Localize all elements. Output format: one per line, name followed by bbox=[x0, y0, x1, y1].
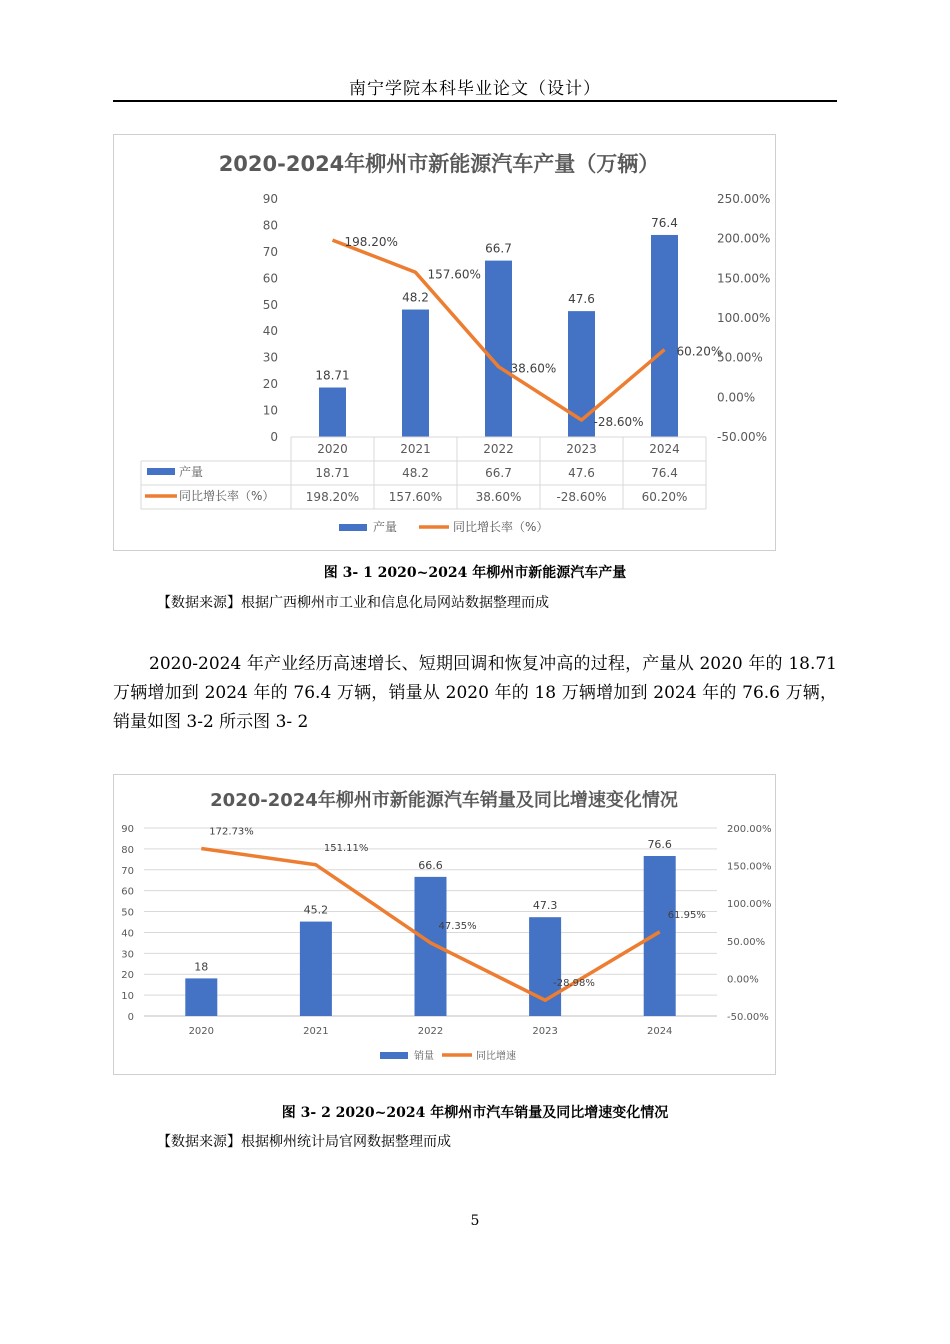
table-cell: 48.2 bbox=[402, 466, 429, 480]
line-label: -28.98% bbox=[553, 978, 595, 990]
left-axis-tick: 50 bbox=[262, 297, 278, 312]
left-axis-tick: 70 bbox=[262, 244, 278, 259]
figure-2-source: 【数据来源】根据柳州统计局官网数据整理而成 bbox=[157, 1134, 451, 1150]
line-label: 157.60% bbox=[427, 267, 481, 282]
left-axis-tick: 30 bbox=[121, 949, 134, 961]
bar-2021 bbox=[402, 310, 429, 437]
legend-label: 销量 bbox=[414, 1051, 434, 1062]
sales-chart bbox=[113, 774, 776, 1075]
left-axis-tick: 60 bbox=[121, 886, 134, 898]
left-axis-tick: 10 bbox=[121, 991, 134, 1003]
table-cell: 60.20% bbox=[641, 490, 688, 504]
line-label: 172.73% bbox=[209, 826, 254, 838]
left-axis-tick: 20 bbox=[262, 377, 278, 392]
table-cell: 18.71 bbox=[315, 466, 350, 480]
bar-label: 66.6 bbox=[418, 858, 443, 872]
right-axis-tick: 150.00% bbox=[717, 271, 771, 286]
left-axis-tick: 80 bbox=[262, 218, 278, 233]
figure-1-caption: 图 3- 1 2020~2024 年柳州市新能源汽车产量 bbox=[323, 565, 627, 581]
left-axis-tick: 40 bbox=[262, 324, 278, 339]
bar-2024 bbox=[651, 235, 678, 437]
bar-label: 47.6 bbox=[568, 292, 595, 307]
table-cell: 157.60% bbox=[388, 490, 443, 504]
bar-label: 48.2 bbox=[402, 290, 429, 305]
left-axis-tick: 70 bbox=[121, 865, 134, 877]
chart-title: 2020-2024年柳州市新能源汽车产量（万辆） bbox=[218, 152, 660, 176]
x-axis-tick: 2024 bbox=[646, 1026, 673, 1037]
right-axis-tick: 50.00% bbox=[717, 350, 763, 365]
right-axis-tick: 0.00% bbox=[717, 390, 756, 405]
right-axis-tick: 250.00% bbox=[717, 192, 771, 206]
figure-1-source: 【数据来源】根据广西柳州市工业和信息化局网站数据整理而成 bbox=[157, 595, 549, 611]
line-label: 198.20% bbox=[344, 235, 398, 250]
bar-2020 bbox=[319, 388, 346, 437]
right-axis-tick: -50.00% bbox=[727, 1012, 769, 1023]
body-paragraph: 2020-2024 年产业经历高速增长、短期回调和恢复冲高的过程，产量从 2020 年的 18.71 万辆增加到 2024 年的 76.4 万辆，销量从 2020 年的 18 万辆增加到 2024 年的 76.6 万辆，销量如图 3-2 所示图 3- 2 bbox=[113, 654, 837, 732]
bar-2021 bbox=[300, 922, 332, 1016]
left-axis-tick: 60 bbox=[262, 271, 278, 286]
line-label: 47.35% bbox=[438, 920, 477, 932]
header-rule bbox=[113, 100, 837, 102]
table-cell: 38.60% bbox=[475, 490, 522, 504]
table-category: 2024 bbox=[649, 442, 680, 456]
legend-label: 产量 bbox=[373, 520, 398, 534]
left-axis-tick: 80 bbox=[121, 844, 134, 856]
right-axis-tick: -50.00% bbox=[717, 430, 768, 444]
bar-label: 76.4 bbox=[651, 215, 678, 230]
table-cell: 198.20% bbox=[305, 490, 360, 504]
right-axis-tick: 100.00% bbox=[727, 899, 772, 911]
right-axis-tick: 200.00% bbox=[727, 824, 772, 835]
table-legend-bar-key bbox=[147, 468, 175, 475]
left-axis-tick: 90 bbox=[121, 824, 134, 835]
table-series-name: 同比增长率（%） bbox=[179, 489, 275, 503]
legend-label: 同比增速 bbox=[476, 1051, 516, 1062]
line-label: 151.11% bbox=[323, 842, 369, 854]
figure-2-caption: 图 3- 2 2020~2024 年柳州市汽车销量及同比增速变化情况 bbox=[281, 1105, 669, 1121]
bar-label: 18 bbox=[194, 960, 209, 974]
table-cell: 76.4 bbox=[651, 466, 678, 480]
bar-2022 bbox=[485, 261, 512, 437]
table-series-name: 产量 bbox=[179, 465, 204, 479]
right-axis-tick: 200.00% bbox=[717, 231, 771, 246]
production-chart bbox=[113, 134, 776, 551]
production-chart-svg bbox=[114, 135, 775, 550]
bar-label: 18.71 bbox=[315, 368, 350, 383]
left-axis-tick: 0 bbox=[270, 430, 278, 444]
line-label: 38.60% bbox=[510, 361, 557, 376]
bar-2022 bbox=[415, 877, 447, 1016]
legend-label: 同比增长率（%） bbox=[453, 520, 549, 534]
legend-bar-key bbox=[339, 524, 367, 531]
bar-label: 45.2 bbox=[303, 903, 329, 917]
left-axis-tick: 90 bbox=[262, 192, 278, 206]
table-cell: 66.7 bbox=[485, 466, 512, 480]
x-axis-tick: 2021 bbox=[303, 1026, 329, 1037]
line-label: 60.20% bbox=[676, 344, 723, 359]
bar-label: 47.3 bbox=[532, 899, 558, 913]
right-axis-tick: 0.00% bbox=[727, 974, 759, 986]
x-axis-tick: 2023 bbox=[532, 1026, 558, 1037]
left-axis-tick: 50 bbox=[121, 907, 134, 919]
bar-2020 bbox=[185, 978, 217, 1016]
left-axis-tick: 10 bbox=[262, 403, 278, 418]
page-number: 5 bbox=[470, 1213, 480, 1229]
bar-label: 66.7 bbox=[485, 241, 512, 256]
table-cell: 47.6 bbox=[568, 466, 595, 480]
right-axis-tick: 50.00% bbox=[727, 936, 766, 948]
x-axis-tick: 2020 bbox=[188, 1026, 215, 1037]
table-category: 2022 bbox=[483, 442, 514, 456]
left-axis-tick: 30 bbox=[262, 350, 278, 365]
table-category: 2020 bbox=[317, 442, 348, 456]
page-header: 南宁学院本科毕业论文（设计） bbox=[349, 79, 601, 99]
left-axis-tick: 20 bbox=[121, 970, 134, 982]
chart-title: 2020-2024年柳州市新能源汽车销量及同比增速变化情况 bbox=[210, 790, 678, 811]
line-label: 61.95% bbox=[667, 909, 706, 921]
left-axis-tick: 0 bbox=[127, 1012, 134, 1023]
right-axis-tick: 100.00% bbox=[717, 311, 771, 325]
bar-2024 bbox=[644, 856, 676, 1016]
x-axis-tick: 2022 bbox=[417, 1026, 444, 1037]
table-category: 2023 bbox=[566, 442, 597, 456]
sales-chart-svg bbox=[114, 775, 775, 1074]
line-label: -28.60% bbox=[593, 415, 644, 430]
right-axis-tick: 150.00% bbox=[727, 861, 772, 873]
left-axis-tick: 40 bbox=[121, 928, 134, 940]
bar-label: 76.6 bbox=[647, 837, 672, 851]
legend-bar-key bbox=[380, 1052, 408, 1059]
table-category: 2021 bbox=[400, 442, 431, 456]
table-cell: -28.60% bbox=[556, 490, 607, 504]
